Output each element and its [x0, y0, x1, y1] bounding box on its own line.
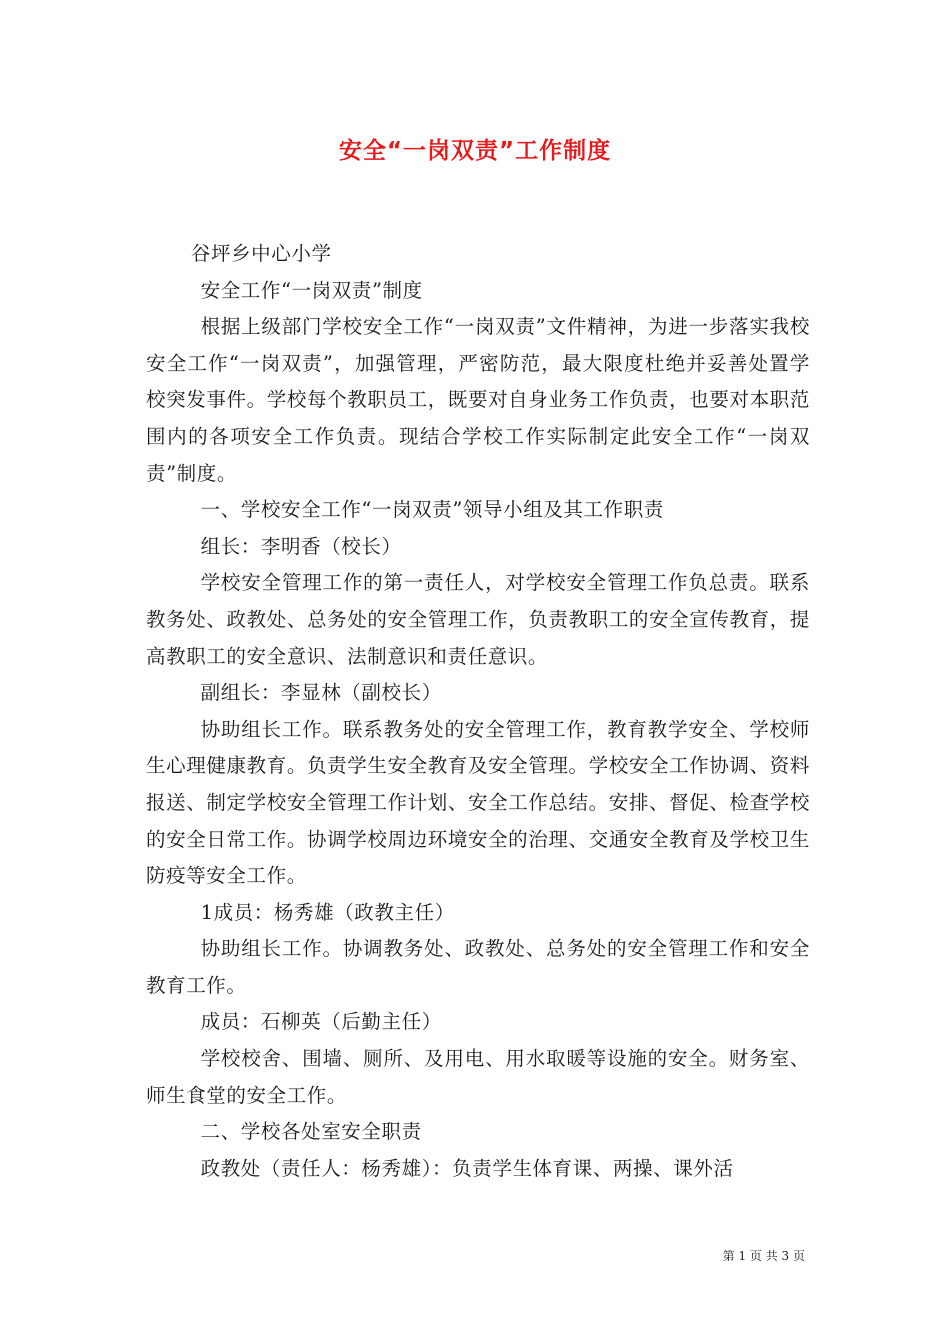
paragraph-political-office: 政教处（责任人：杨秀雄）：负责学生体育课、两操、课外活: [200, 1156, 734, 1180]
paragraph-member-2: 成员：石柳英（后勤主任）: [200, 1010, 442, 1034]
paragraph-leader: 组长：李明香（校长）: [200, 534, 402, 558]
paragraph-member-2-duties: 学校校舍、围墙、厕所、及用电、用水取暖等设施的安全。财务室、师生食堂的安全工作。: [146, 1047, 810, 1107]
paragraph-member-1-duties: 协助组长工作。协调教务处、政教处、总务处的安全管理工作和安全教育工作。: [146, 937, 810, 997]
paragraph-subtitle: 安全工作“一岗双责”制度: [200, 278, 423, 302]
paragraph-deputy-leader: 副组长：李显林（副校长）: [200, 681, 442, 705]
page-number-footer: 第 1 页 共 3 页: [722, 1249, 805, 1263]
paragraph-leader-duties: 学校安全管理工作的第一责任人，对学校安全管理工作负总责。联系教务处、政教处、总务处的安全管理工作，负责教职工的安全宣传教育，提高教职工的安全意识、法制意识和责任意识。: [146, 571, 810, 668]
paragraph-intro: 根据上级部门学校安全工作“一岗双责”文件精神，为进一步落实我校安全工作“一岗双责”，加强管理，严密防范，最大限度杜绝并妥善处置学校突发事件。学校每个教职员工，既要对自身业务工作负责，也要对本职范围内的各项安全工作负责。现结合学校工作实际制定此安全工作“一岗双责”制度。: [146, 315, 810, 485]
document-title: 安全“一岗双责”工作制度: [338, 138, 612, 164]
paragraph-member-1: 1成员：杨秀雄（政教主任）: [200, 900, 455, 924]
section-heading-1: 一、学校安全工作“一岗双责”领导小组及其工作职责: [200, 498, 664, 522]
document-body: [146, 236, 810, 1187]
paragraph-deputy-duties: 协助组长工作。联系教务处的安全管理工作，教育教学安全、学校师生心理健康教育。负责学生安全教育及安全管理。学校安全工作协调、资料报送、制定学校安全管理工作计划、安全工作总结。安排、督促、检查学校的安全日常工作。协调学校周边环境安全的治理、交通安全教育及学校卫生防疫等安全工作。: [146, 717, 810, 888]
paragraph-school-name: 谷坪乡中心小学: [190, 242, 332, 265]
section-heading-2: 二、学校各处室安全职责: [200, 1120, 422, 1144]
